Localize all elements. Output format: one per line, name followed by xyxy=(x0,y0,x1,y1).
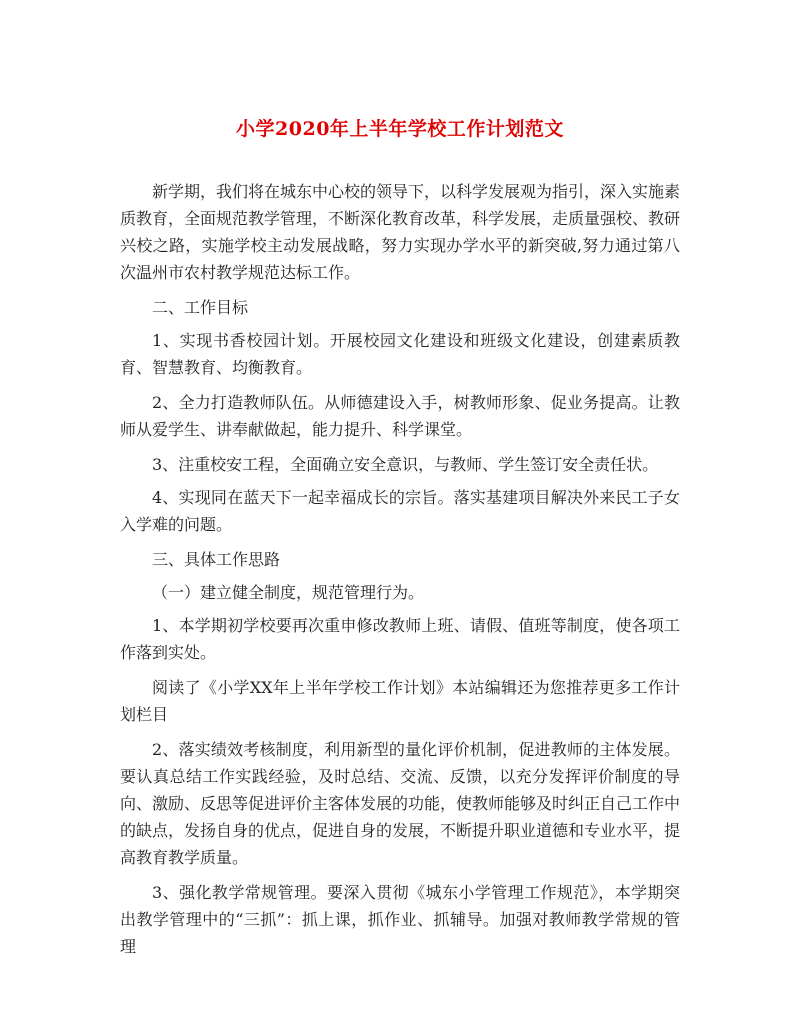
document-body xyxy=(120,178,680,968)
paragraph-intro: 新学期，我们将在城东中心校的领导下，以科学发展观为指引，深入实施素质教育，全面规范教学管理，不断深化教育改革，科学发展，走质量强校、教研兴校之路，实施学校主动发展战略，努力实现办学水平的新突破,努力通过第八次温州市农村教学规范达标工作。 xyxy=(120,182,681,282)
document-title: 小学2020年上半年学校工作计划范文 xyxy=(236,118,564,140)
paragraph-idea-1: 1、本学期初学校要再次重申修改教师上班、请假、值班等制度，使各项工作落到实处。 xyxy=(120,616,680,662)
subheading-system: （一）建立健全制度，规范管理行为。 xyxy=(152,583,425,602)
paragraph-goal-4: 4、实现同在蓝天下一起幸福成长的宗旨。落实基建项目解决外来民工子女入学难的问题。 xyxy=(120,488,680,534)
paragraph-goal-3: 3、注重校安工程，全面确立安全意识，与教师、学生签订安全责任状。 xyxy=(152,455,659,474)
paragraph-idea-2: 2、落实绩效考核制度，利用新型的量化评价机制，促进教师的主体发展。要认真总结工作实践经验，及时总结、交流、反馈，以充分发挥评价制度的导向、激励、反思等促进评价主客体发展的功能，使教师能够及时纠正自己工作中的缺点，发扬自身的优点，促进自身的发展，不断提升职业道德和专业水平，提高教育教学质量。 xyxy=(120,740,681,867)
paragraph-goal-2: 2、全力打造教师队伍。从师德建设入手，树教师形象、促业务提高。让教师从爱学生、讲奉献做起，能力提升、科学课堂。 xyxy=(120,393,680,439)
paragraph-idea-3: 3、强化教学常规管理。要深入贯彻《城东小学管理工作规范》，本学期突出教学管理中的“三抓”：抓上课，抓作业、抓辅导。加强对教师教学常规的管理 xyxy=(120,883,680,956)
heading-work-ideas: 三、具体工作思路 xyxy=(152,550,281,569)
heading-work-goals: 二、工作目标 xyxy=(152,298,249,317)
paragraph-recommendation: 阅读了《小学XX年上半年学校工作计划》本站编辑还为您推荐更多工作计划栏目 xyxy=(120,678,680,724)
paragraph-goal-1: 1、实现书香校园计划。开展校园文化建设和班级文化建设，创建素质教育、智慧教育、均衡教育。 xyxy=(120,331,680,377)
